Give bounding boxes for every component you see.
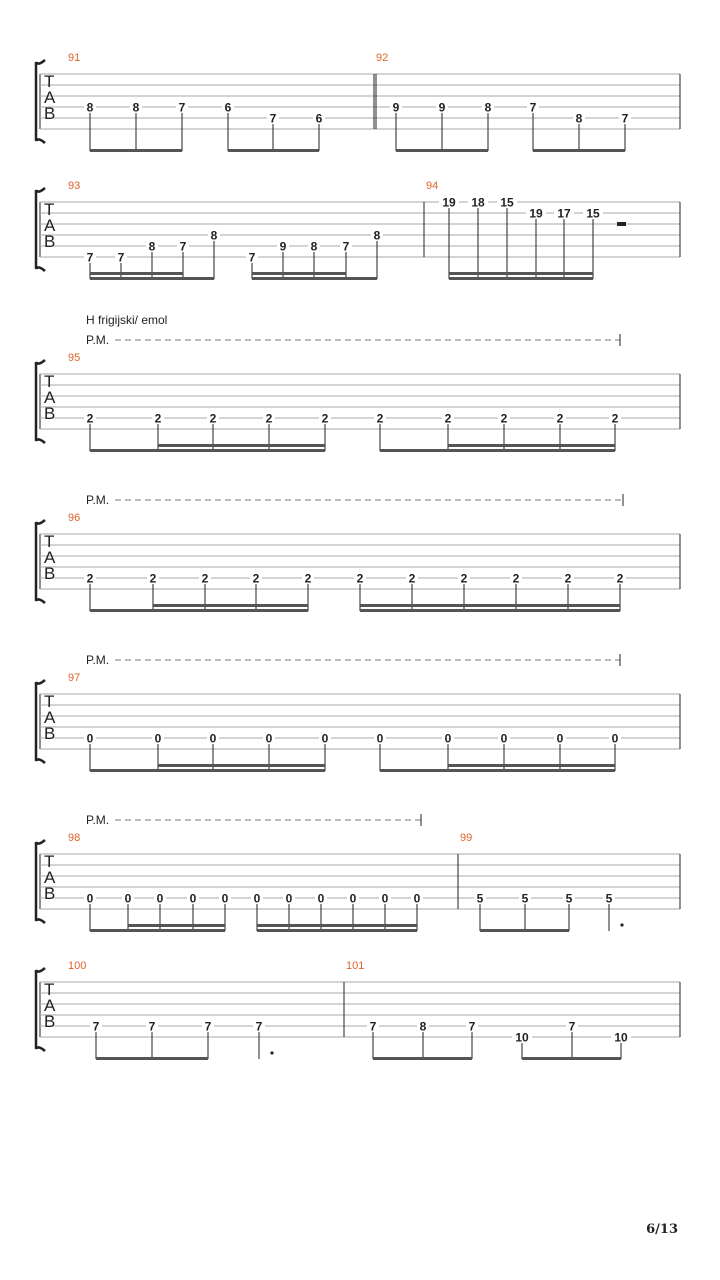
tab-clef bbox=[44, 692, 56, 743]
fret-number: 2 bbox=[500, 411, 508, 426]
palm-mute-label: P.M. bbox=[86, 653, 110, 667]
rhythm-dot bbox=[620, 923, 623, 926]
fret-number: 2 bbox=[154, 411, 162, 426]
tab-clef-letter: A bbox=[44, 88, 56, 107]
fret-number: 9 bbox=[438, 100, 446, 115]
tab-system bbox=[36, 52, 680, 152]
fret-number: 0 bbox=[265, 731, 273, 746]
fret-number: 5 bbox=[521, 891, 529, 906]
tab-clef-letter: A bbox=[44, 868, 56, 887]
measure-number: 96 bbox=[68, 512, 81, 524]
fret-number: 7 bbox=[86, 250, 94, 265]
note-beam bbox=[480, 929, 569, 932]
tab-clef-letter: B bbox=[44, 104, 56, 123]
fret-number: 2 bbox=[460, 571, 468, 586]
fret-number: 2 bbox=[252, 571, 260, 586]
tab-clef bbox=[44, 532, 56, 583]
fret-number: 2 bbox=[408, 571, 416, 586]
measure bbox=[68, 352, 621, 452]
fret-number: 7 bbox=[255, 1019, 263, 1034]
tab-clef bbox=[44, 200, 56, 251]
tab-clef-letter: A bbox=[44, 708, 56, 727]
note-beam bbox=[257, 929, 417, 932]
tab-clef-letter: T bbox=[44, 200, 55, 219]
tab-clef-letter: B bbox=[44, 1012, 56, 1031]
note-beam bbox=[96, 1057, 208, 1060]
tab-clef-letter: T bbox=[44, 532, 55, 551]
measure bbox=[68, 832, 423, 932]
fret-number: 0 bbox=[86, 891, 94, 906]
note-beam bbox=[252, 277, 377, 280]
fret-number: 8 bbox=[373, 228, 381, 243]
note-beam bbox=[449, 277, 593, 280]
measure bbox=[68, 512, 626, 612]
fret-number: 10 bbox=[614, 1030, 628, 1045]
note-beam bbox=[252, 272, 346, 275]
tab-clef-letter: T bbox=[44, 692, 55, 711]
rhythm-dot bbox=[270, 1051, 273, 1054]
fret-number: 2 bbox=[444, 411, 452, 426]
tab-clef-letter: T bbox=[44, 72, 55, 91]
tab-clef-letter: T bbox=[44, 980, 55, 999]
note-beam bbox=[90, 769, 325, 772]
fret-number: 2 bbox=[611, 411, 619, 426]
fret-number: 2 bbox=[564, 571, 572, 586]
note-beam bbox=[228, 149, 319, 152]
fret-number: 0 bbox=[221, 891, 229, 906]
measure bbox=[68, 180, 383, 280]
note-beam bbox=[158, 764, 325, 767]
palm-mute-label: P.M. bbox=[86, 813, 110, 827]
measure-number: 95 bbox=[68, 352, 81, 364]
fret-number: 0 bbox=[124, 891, 132, 906]
fret-number: 2 bbox=[616, 571, 624, 586]
fret-number: 7 bbox=[178, 100, 186, 115]
measure-number: 99 bbox=[460, 832, 473, 844]
scale-annotation: H frigijski/ emol bbox=[86, 313, 168, 327]
fret-number: 18 bbox=[471, 195, 485, 210]
tab-system bbox=[36, 493, 680, 612]
fret-number: 0 bbox=[500, 731, 508, 746]
fret-number: 0 bbox=[376, 731, 384, 746]
fret-number: 2 bbox=[201, 571, 209, 586]
fret-number: 7 bbox=[117, 250, 125, 265]
fret-number: 0 bbox=[285, 891, 293, 906]
note-beam bbox=[90, 449, 325, 452]
note-beam bbox=[396, 149, 488, 152]
fret-number: 5 bbox=[476, 891, 484, 906]
half-rest bbox=[617, 222, 626, 226]
tab-clef-letter: B bbox=[44, 564, 56, 583]
fret-number: 7 bbox=[529, 100, 537, 115]
fret-number: 0 bbox=[209, 731, 217, 746]
note-beam bbox=[128, 924, 225, 927]
tab-clef-letter: T bbox=[44, 852, 55, 871]
fret-number: 2 bbox=[265, 411, 273, 426]
fret-number: 8 bbox=[419, 1019, 427, 1034]
note-beam bbox=[90, 609, 308, 612]
note-beam bbox=[90, 929, 225, 932]
fret-number: 19 bbox=[529, 206, 543, 221]
tab-clef bbox=[44, 852, 56, 903]
measure bbox=[68, 672, 621, 772]
measure bbox=[68, 52, 325, 152]
fret-number: 2 bbox=[512, 571, 520, 586]
fret-number: 7 bbox=[248, 250, 256, 265]
fret-number: 2 bbox=[304, 571, 312, 586]
fret-number: 7 bbox=[204, 1019, 212, 1034]
palm-mute-label: P.M. bbox=[86, 333, 110, 347]
palm-mute-label: P.M. bbox=[86, 493, 110, 507]
fret-number: 7 bbox=[369, 1019, 377, 1034]
fret-number: 0 bbox=[556, 731, 564, 746]
fret-number: 7 bbox=[92, 1019, 100, 1034]
tab-clef bbox=[44, 980, 56, 1031]
fret-number: 0 bbox=[253, 891, 261, 906]
note-beam bbox=[153, 604, 308, 607]
fret-number: 7 bbox=[148, 1019, 156, 1034]
fret-number: 2 bbox=[356, 571, 364, 586]
fret-number: 6 bbox=[224, 100, 232, 115]
fret-number: 2 bbox=[321, 411, 329, 426]
tab-system bbox=[36, 653, 680, 772]
tab-clef bbox=[44, 372, 56, 423]
fret-number: 0 bbox=[349, 891, 357, 906]
measure-number: 92 bbox=[376, 52, 389, 64]
note-beam bbox=[380, 449, 615, 452]
tab-clef-letter: B bbox=[44, 724, 56, 743]
measure-number: 100 bbox=[68, 960, 87, 972]
tab-clef-letter: B bbox=[44, 404, 56, 423]
fret-number: 7 bbox=[468, 1019, 476, 1034]
fret-number: 19 bbox=[442, 195, 456, 210]
fret-number: 8 bbox=[210, 228, 218, 243]
measure-number: 101 bbox=[346, 960, 365, 972]
note-beam bbox=[257, 924, 417, 927]
note-beam bbox=[522, 1057, 621, 1060]
note-beam bbox=[360, 604, 620, 607]
tab-system bbox=[36, 313, 680, 452]
note-beam bbox=[90, 272, 183, 275]
note-beam bbox=[533, 149, 625, 152]
fret-number: 0 bbox=[156, 891, 164, 906]
measure-number: 93 bbox=[68, 180, 81, 192]
measure bbox=[426, 180, 626, 280]
tab-clef-letter: B bbox=[44, 232, 56, 251]
fret-number: 0 bbox=[444, 731, 452, 746]
fret-number: 15 bbox=[586, 206, 600, 221]
fret-number: 0 bbox=[86, 731, 94, 746]
note-beam bbox=[90, 149, 182, 152]
tab-clef-letter: T bbox=[44, 372, 55, 391]
fret-number: 10 bbox=[515, 1030, 529, 1045]
fret-number: 0 bbox=[189, 891, 197, 906]
fret-number: 2 bbox=[86, 571, 94, 586]
fret-number: 7 bbox=[179, 239, 187, 254]
tab-clef-letter: A bbox=[44, 996, 56, 1015]
page-number: 6/13 bbox=[646, 1222, 678, 1237]
fret-number: 7 bbox=[269, 111, 277, 126]
fret-number: 5 bbox=[565, 891, 573, 906]
tab-clef-letter: A bbox=[44, 216, 56, 235]
note-beam bbox=[448, 444, 615, 447]
fret-number: 0 bbox=[381, 891, 389, 906]
fret-number: 17 bbox=[557, 206, 571, 221]
fret-number: 5 bbox=[605, 891, 613, 906]
fret-number: 9 bbox=[279, 239, 287, 254]
measure-number: 97 bbox=[68, 672, 81, 684]
fret-number: 2 bbox=[556, 411, 564, 426]
note-beam bbox=[380, 769, 615, 772]
fret-number: 2 bbox=[209, 411, 217, 426]
tab-clef-letter: A bbox=[44, 388, 56, 407]
fret-number: 0 bbox=[154, 731, 162, 746]
fret-number: 0 bbox=[321, 731, 329, 746]
fret-number: 8 bbox=[132, 100, 140, 115]
fret-number: 2 bbox=[376, 411, 384, 426]
fret-number: 8 bbox=[575, 111, 583, 126]
measure bbox=[460, 832, 624, 932]
fret-number: 8 bbox=[86, 100, 94, 115]
note-beam bbox=[90, 277, 214, 280]
note-beam bbox=[158, 444, 325, 447]
fret-number: 0 bbox=[413, 891, 421, 906]
fret-number: 0 bbox=[611, 731, 619, 746]
note-beam bbox=[448, 764, 615, 767]
fret-number: 8 bbox=[484, 100, 492, 115]
tab-system bbox=[36, 813, 680, 932]
fret-number: 2 bbox=[149, 571, 157, 586]
fret-number: 8 bbox=[310, 239, 318, 254]
fret-number: 7 bbox=[568, 1019, 576, 1034]
fret-number: 8 bbox=[148, 239, 156, 254]
fret-number: 15 bbox=[500, 195, 514, 210]
measure-number: 98 bbox=[68, 832, 81, 844]
tab-clef-letter: A bbox=[44, 548, 56, 567]
fret-number: 6 bbox=[315, 111, 323, 126]
fret-number: 2 bbox=[86, 411, 94, 426]
measure bbox=[346, 960, 631, 1060]
note-beam bbox=[373, 1057, 472, 1060]
note-beam bbox=[449, 272, 593, 275]
measure-number: 94 bbox=[426, 180, 439, 192]
measure bbox=[68, 960, 274, 1060]
fret-number: 0 bbox=[317, 891, 325, 906]
fret-number: 7 bbox=[621, 111, 629, 126]
note-beam bbox=[360, 609, 620, 612]
measure-number: 91 bbox=[68, 52, 81, 64]
measure bbox=[376, 52, 631, 152]
fret-number: 7 bbox=[342, 239, 350, 254]
tab-clef-letter: B bbox=[44, 884, 56, 903]
fret-number: 9 bbox=[392, 100, 400, 115]
tab-system bbox=[36, 180, 680, 280]
tab-clef bbox=[44, 72, 56, 123]
tab-system bbox=[36, 960, 680, 1060]
